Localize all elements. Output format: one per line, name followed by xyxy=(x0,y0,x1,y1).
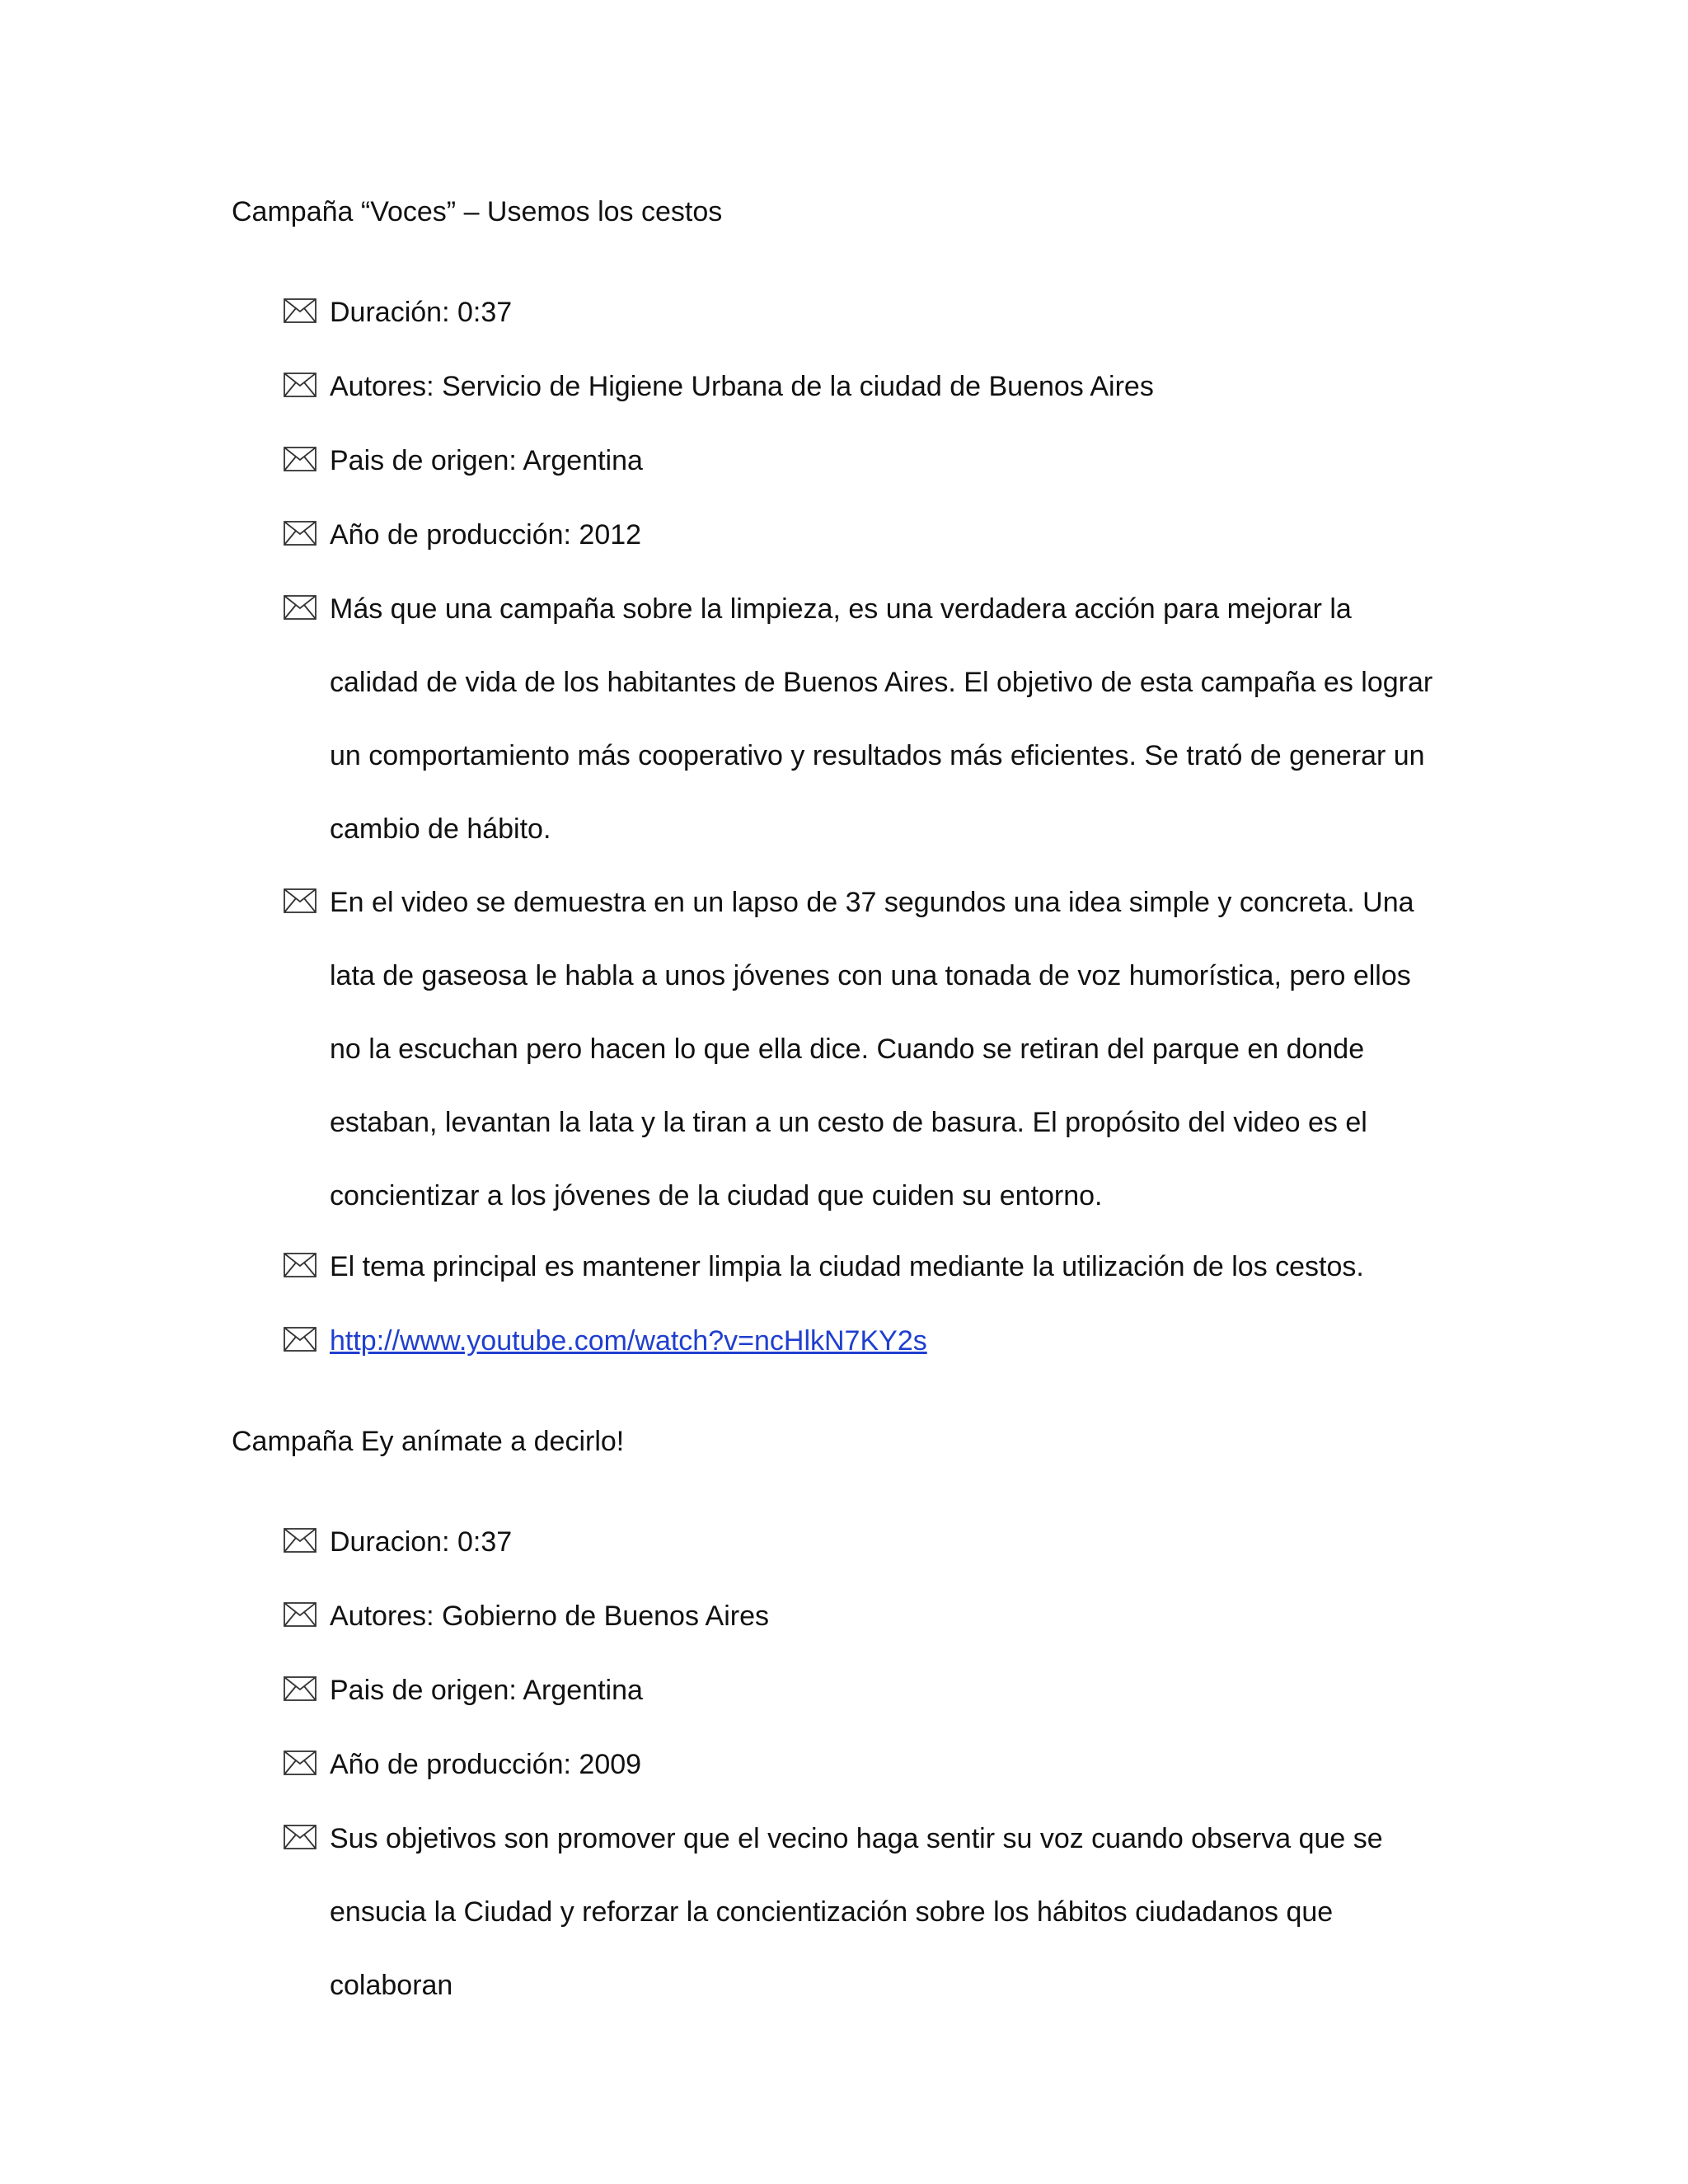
duration-text: Duracion: 0:37 xyxy=(330,1526,513,1558)
authors-text: Autores: Gobierno de Buenos Aires xyxy=(330,1601,769,1632)
duration-text: Duración: 0:37 xyxy=(330,297,513,328)
country-text: Pais de origen: Argentina xyxy=(330,445,643,476)
envelope-icon xyxy=(284,888,316,913)
country-text: Pais de origen: Argentina xyxy=(330,1675,643,1706)
envelope-icon xyxy=(284,373,316,397)
envelope-icon xyxy=(284,447,316,471)
envelope-icon xyxy=(284,1253,316,1277)
envelope-icon xyxy=(284,1825,316,1849)
youtube-link[interactable]: http://www.youtube.com/watch?v=ncHlkN7KY2s xyxy=(330,1325,927,1357)
envelope-icon xyxy=(284,1327,316,1352)
main-theme-text: El tema principal es mantener limpia la ciudad mediante la utilización de los cestos. xyxy=(330,1251,1364,1282)
section-heading-animate: Campaña Ey anímate a decirlo! xyxy=(232,1426,625,1457)
objectives-paragraph: Sus objetivos son promover que el vecino haga sentir su voz cuando observa que se ensucia la Ciudad y reforzar la concientización sobre los hábitos ciudadanos que colaboran xyxy=(330,1823,1383,2001)
video-summary-paragraph: En el video se demuestra en un lapso de 37 segundos una idea simple y concreta. Una lata de gaseosa le habla a unos jóvenes con una tonada de voz humorística, pero ellos no la escuchan pero hacen lo que ella dice. Cuando se retiran del parque en donde estaban, levantan la lata y la tiran a un cesto de basura. El propósito del video es el concientizar a los jóvenes de la ciudad que cuiden su entorno. xyxy=(330,887,1414,1212)
envelope-icon xyxy=(284,298,316,323)
envelope-icon xyxy=(284,1676,316,1701)
envelope-icon xyxy=(284,1528,316,1553)
authors-text: Autores: Servicio de Higiene Urbana de la ciudad de Buenos Aires xyxy=(330,371,1154,402)
video-link-item xyxy=(330,1321,1434,1361)
envelope-icon xyxy=(284,521,316,546)
envelope-icon xyxy=(284,1750,316,1775)
envelope-icon xyxy=(284,595,316,620)
year-text: Año de producción: 2012 xyxy=(330,519,642,551)
description-paragraph: Más que una campaña sobre la limpieza, es una verdadera acción para mejorar la calidad de vida de los habitantes de Buenos Aires. El objetivo de esta campaña es lograr un comportamiento más cooperativo y resultados más eficientes. Se trató de generar un cambio de hábito. xyxy=(330,593,1433,845)
year-text: Año de producción: 2009 xyxy=(330,1749,642,1780)
envelope-icon xyxy=(284,1602,316,1627)
section-heading-voces: Campaña “Voces” – Usemos los cestos xyxy=(232,196,723,227)
